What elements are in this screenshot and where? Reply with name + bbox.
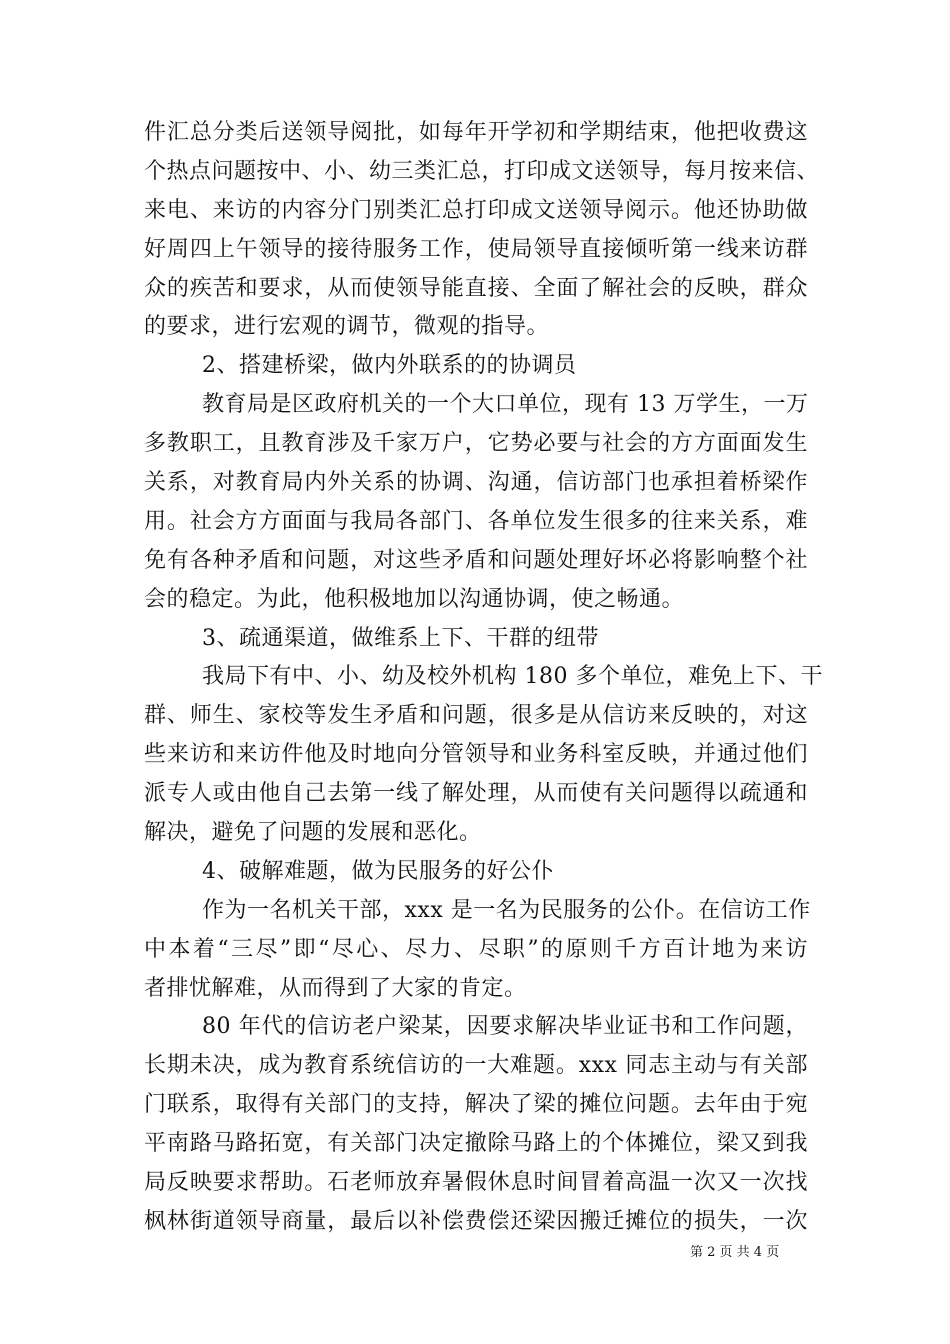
text-line: 好周四上午领导的接待服务工作，使局领导直接倾听第一线来访群 (144, 236, 808, 262)
text-line: 众的疾苦和要求，从而使领导能直接、全面了解社会的反映，群众 (144, 275, 808, 301)
text-line: 教育局是区政府机关的一个大口单位，现有 13 万学生，一万 (202, 392, 809, 418)
text-line: 用。社会方方面面与我局各部门、各单位发生很多的往来关系，难 (144, 508, 808, 534)
text-line: 多教职工，且教育涉及千家万户，它势必要与社会的方方面面发生 (144, 431, 808, 457)
section-heading: 3、疏通渠道，做维系上下、干群的纽带 (202, 625, 599, 651)
text-line: 免有各种矛盾和问题，对这些矛盾和问题处理好坏必将影响整个社 (144, 547, 808, 573)
section-heading: 4、破解难题，做为民服务的好公仆 (202, 858, 554, 884)
text-line: 80 年代的信访老户梁某，因要求解决毕业证书和工作问题， (202, 1014, 808, 1040)
text-line: 会的稳定。为此，他积极地加以沟通协调，使之畅通。 (144, 586, 685, 612)
text-line: 关系，对教育局内外关系的协调、沟通，信访部门也承担着桥梁作 (144, 470, 808, 496)
page-number-footer: 第 2 页 共 4 页 (690, 1245, 780, 1260)
text-line: 些来访和来访件他及时地向分管领导和业务科室反映，并通过他们 (144, 742, 808, 768)
text-line: 来电、来访的内容分门别类汇总打印成文送领导阅示。他还协助做 (144, 197, 808, 223)
document-body (144, 114, 823, 1242)
text-line: 平南路马路拓宽，有关部门决定撤除马路上的个体摊位，梁又到我 (144, 1131, 808, 1157)
text-line: 门联系，取得有关部门的支持，解决了梁的摊位问题。去年由于宛 (144, 1092, 808, 1118)
section-heading: 2、搭建桥梁，做内外联系的的协调员 (202, 353, 577, 379)
text-line: 个热点问题按中、小、幼三类汇总，打印成文送领导，每月按来信、 (144, 158, 820, 184)
text-line: 作为一名机关干部，xxx 是一名为民服务的公仆。在信访工作 (202, 897, 811, 923)
text-line: 枫林街道领导商量，最后以补偿费偿还梁因搬迁摊位的损失，一次 (144, 1208, 808, 1234)
text-line: 长期未决，成为教育系统信访的一大难题。xxx 同志主动与有关部 (144, 1053, 808, 1079)
text-line: 件汇总分类后送领导阅批，如每年开学初和学期结束，他把收费这 (144, 120, 808, 145)
text-line: 派专人或由他自己去第一线了解处理，从而使有关问题得以疏通和 (144, 781, 808, 807)
text-line: 解决，避免了问题的发展和恶化。 (144, 820, 482, 846)
text-line: 群、师生、家校等发生矛盾和问题，很多是从信访来反映的，对这 (144, 703, 808, 729)
text-line: 的要求，进行宏观的调节，微观的指导。 (144, 314, 550, 340)
text-line: 我局下有中、小、幼及校外机构 180 多个单位，难免上下、干 (202, 664, 823, 690)
text-line: 中本着“三尽”即“尽心、尽力、尽职”的原则千方百计地为来访 (144, 936, 808, 962)
text-line: 者排忧解难，从而得到了大家的肯定。 (144, 975, 527, 1001)
text-line: 局反映要求帮助。石老师放弃暑假休息时间冒着高温一次又一次找 (144, 1170, 808, 1196)
